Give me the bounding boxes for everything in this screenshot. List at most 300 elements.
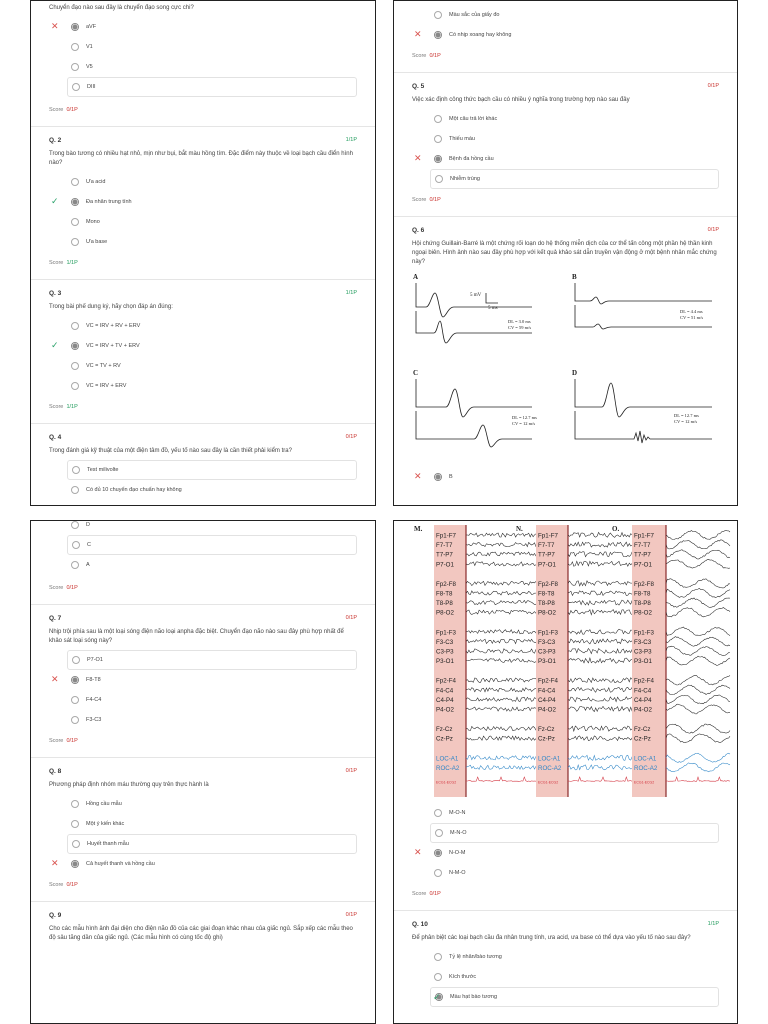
eeg-channel-label: Fz-Cz xyxy=(436,726,453,734)
radio-selected-icon[interactable] xyxy=(71,23,79,31)
eeg-channel-label: C3-P3 xyxy=(538,648,556,656)
d-cv: CV = 12 m/s xyxy=(674,419,698,424)
q10-option-1[interactable] xyxy=(412,947,719,967)
option-label: Ưa base xyxy=(86,239,108,245)
option-label: VC = IRV + RV + ERV xyxy=(86,323,141,329)
b-dl: DL = 4.4 ms xyxy=(680,309,703,314)
eeg-trace xyxy=(666,579,730,588)
eeg-channel-label: Fp1-F3 xyxy=(634,629,654,637)
score-row: Score 1/1P xyxy=(49,404,78,410)
eeg-trace xyxy=(466,736,536,740)
eeg-channel-label: T8-P8 xyxy=(436,600,453,608)
option-label: F8-T8 xyxy=(86,677,101,683)
option-label: Một ý kiến khác xyxy=(86,821,125,827)
score-row: Score 0/1P xyxy=(412,53,441,59)
eeg-trace xyxy=(466,697,536,701)
q5-option-1[interactable] xyxy=(412,109,719,129)
question-10-header: Q. 10 1/1P xyxy=(412,920,719,928)
option-label: Có đủ 10 chuyển đạo chuẩn hay không xyxy=(86,487,182,493)
eeg-channel-label: C4-P4 xyxy=(634,696,652,704)
eeg-channel-label: C3-P3 xyxy=(634,648,652,656)
eeg-channel-label: ECG1-ECG2 xyxy=(634,780,655,785)
option-label: M-N-O xyxy=(450,830,467,836)
eeg-channel-label: F3-C3 xyxy=(634,638,652,646)
question-4-header: Q. 4 0/1P xyxy=(49,433,357,441)
question-6-text: Hội chứng Guillain-Barré là một chứng rối loạn do hệ thống miễn dịch của cơ thể tấn công một phần hệ thần kinh ngoại biên. Hình ảnh nào sau đây phù hợp với kết quả khảo sát dẫn truyền vận động ở một bệnh nhân mắc chứng này? xyxy=(412,241,717,265)
q4-option-4[interactable] xyxy=(412,25,719,45)
eeg-trace xyxy=(568,726,638,731)
trace-b-top xyxy=(575,283,712,304)
q7-option-2[interactable] xyxy=(49,670,357,690)
score-row: Score 0/1P xyxy=(412,197,441,203)
option-label: Kích thước xyxy=(449,974,477,980)
option-label: Một câu trả lời khác xyxy=(449,116,498,122)
eeg-channel-label: P7-O1 xyxy=(436,561,454,569)
divider xyxy=(31,901,375,902)
eeg-trace xyxy=(666,646,730,656)
q8-option-3[interactable] xyxy=(67,834,357,854)
b-cv: CV = 51 m/s xyxy=(680,315,704,320)
radio-icon[interactable] xyxy=(72,83,80,91)
eeg-channel-label: P7-O1 xyxy=(538,561,556,569)
eeg-trace xyxy=(568,639,638,644)
eeg-channel-label: F7-T7 xyxy=(436,542,453,550)
option-label: Huyết thanh mẫu xyxy=(87,841,129,847)
option-label: V1 xyxy=(86,44,93,50)
option-label: Hồng cầu mẫu xyxy=(86,801,122,807)
eeg-channel-label: Fp2-F8 xyxy=(634,580,654,588)
eeg-channel-label: P8-O2 xyxy=(436,609,454,617)
q8-option-1[interactable] xyxy=(49,794,357,814)
eeg-panel-label: M. xyxy=(414,525,423,533)
eeg-channel-label: F3-C3 xyxy=(436,638,454,646)
a-dl: DL = 3.0 ms xyxy=(508,319,531,324)
figure-label-b: B xyxy=(572,273,577,281)
eeg-channel-label: P4-O2 xyxy=(436,706,454,714)
wrong-mark-icon: ✕ xyxy=(414,153,422,163)
score-row: Score 0/1P xyxy=(49,107,78,113)
eeg-channel-label: Fp1-F7 xyxy=(634,532,654,540)
q1-option-v1[interactable] xyxy=(49,37,357,57)
eeg-trace xyxy=(568,561,638,566)
q4-option-1[interactable] xyxy=(67,460,357,480)
divider xyxy=(31,279,375,280)
question-9-text: Cho các mẫu hình ảnh đại diện cho điện não đồ của các giai đoạn khác nhau của giấc ngủ. Sắp xếp các mẫu theo độ sâu tăng dần của giấc ngủ. (Các mẫu hình có cùng tốc độ ghi) xyxy=(49,926,353,941)
nerve-conduction-figure xyxy=(412,271,722,467)
eeg-channel-label: Fp2-F4 xyxy=(634,677,654,685)
option-label: N-O-M xyxy=(449,850,466,856)
radio-icon[interactable] xyxy=(71,218,79,226)
q5-option-4[interactable] xyxy=(430,169,719,189)
radio-selected-icon[interactable] xyxy=(434,31,442,39)
option-label: C xyxy=(87,542,91,548)
radio-icon[interactable] xyxy=(434,953,442,961)
q9-option-2[interactable] xyxy=(430,823,719,843)
q6-option-b[interactable] xyxy=(412,467,719,487)
eeg-trace xyxy=(568,532,638,537)
radio-icon[interactable] xyxy=(71,362,79,370)
eeg-trace xyxy=(466,639,536,643)
q9-option-4[interactable] xyxy=(412,863,719,883)
option-label: VC = IRV + TV + ERV xyxy=(86,343,140,349)
eeg-channel-label: F3-C3 xyxy=(538,638,556,646)
eeg-trace xyxy=(568,736,638,741)
radio-icon[interactable] xyxy=(434,11,442,19)
option-label: F4-C4 xyxy=(86,697,102,703)
eeg-channel-label: F4-C4 xyxy=(436,687,454,695)
question-1-text: Chuyển đạo nào sau đây là chuyển đạo song cực chi? xyxy=(49,5,194,11)
eeg-channel-label: P8-O2 xyxy=(634,609,652,617)
scale-bar-icon xyxy=(486,293,498,303)
wrong-mark-icon: ✕ xyxy=(414,29,422,39)
radio-icon[interactable] xyxy=(434,973,442,981)
eeg-channel-label: LOC-A1 xyxy=(436,755,459,763)
d-dl: DL = 12.7 ms xyxy=(674,413,699,418)
eeg-channel-label: P3-O1 xyxy=(538,658,556,666)
q8-option-4[interactable] xyxy=(49,854,357,874)
check-mark-icon: ✓ xyxy=(51,340,59,350)
divider xyxy=(31,604,375,605)
q6-option-c[interactable] xyxy=(67,535,357,555)
eeg-trace xyxy=(568,777,638,781)
option-label: Bệnh đa hồng cầu xyxy=(449,156,494,162)
option-label: Ưa acid xyxy=(86,179,106,185)
radio-icon[interactable] xyxy=(71,382,79,390)
score-row: Score 0/1P xyxy=(412,891,441,897)
divider xyxy=(31,126,375,127)
eeg-channel-label: LOC-A1 xyxy=(538,755,561,763)
q6-option-d[interactable] xyxy=(49,520,357,535)
eeg-trace xyxy=(666,588,730,597)
score-row: Score 1/1P xyxy=(49,260,78,266)
eeg-trace xyxy=(568,591,638,596)
eeg-channel-label: Fp1-F3 xyxy=(538,629,558,637)
question-2-text: Trong bào tương có nhiều hạt nhỏ, mịn như bụi, bắt màu hồng tím. Đặc điểm này thuộc về loại bạch cầu điển hình nào? xyxy=(49,151,353,166)
eeg-trace xyxy=(568,687,638,692)
radio-icon[interactable] xyxy=(434,115,442,123)
eeg-channel-label: F4-C4 xyxy=(538,687,556,695)
eeg-channel-label: T7-P7 xyxy=(634,551,651,559)
trace-d-top xyxy=(575,379,712,417)
radio-icon[interactable] xyxy=(71,238,79,246)
q2-option-2[interactable] xyxy=(49,192,357,212)
radio-icon[interactable] xyxy=(71,521,79,529)
q10-option-2[interactable] xyxy=(412,967,719,987)
option-label: D xyxy=(86,522,90,528)
q8-option-2[interactable] xyxy=(49,814,357,834)
eeg-trace xyxy=(466,756,536,760)
eeg-channel-label: F4-C4 xyxy=(634,687,652,695)
eeg-channel-label: LOC-A1 xyxy=(634,755,657,763)
radio-selected-icon[interactable] xyxy=(71,198,79,206)
eeg-channel-label: F7-T7 xyxy=(538,542,555,550)
option-label: Mono xyxy=(86,219,100,225)
radio-icon[interactable] xyxy=(71,43,79,51)
divider xyxy=(31,423,375,424)
eeg-trace xyxy=(466,552,536,556)
question-9-header: Q. 9 0/1P xyxy=(49,911,357,919)
eeg-channel-label: Cz-Pz xyxy=(538,735,555,743)
radio-icon[interactable] xyxy=(71,716,79,724)
q2-option-1[interactable] xyxy=(49,172,357,192)
option-label: DIII xyxy=(87,84,96,90)
eeg-channel-label: F7-T7 xyxy=(634,542,651,550)
divider xyxy=(394,72,737,73)
eeg-trace xyxy=(466,777,536,781)
radio-icon[interactable] xyxy=(71,486,79,494)
radio-icon[interactable] xyxy=(435,829,443,837)
eeg-trace xyxy=(666,734,730,743)
eeg-trace xyxy=(466,533,536,537)
c-cv: CV = 12 m/s xyxy=(512,421,536,426)
q5-option-2[interactable] xyxy=(412,129,719,149)
eeg-trace xyxy=(666,704,730,714)
question-10-text: Để phân biệt các loại bạch cầu đa nhân trung tính, ưa acid, ưa base có thể dựa vào yếu tố nào sau đây? xyxy=(412,935,691,941)
eeg-trace xyxy=(466,707,536,711)
wrong-mark-icon: ✕ xyxy=(51,674,59,684)
eeg-trace xyxy=(666,550,730,559)
eeg-channel-label: P3-O1 xyxy=(436,658,454,666)
question-3-text: Trong bài phế dung ký, hãy chọn đáp án đúng: xyxy=(49,304,173,310)
eeg-channel-label: ROC-A2 xyxy=(634,764,658,772)
radio-icon[interactable] xyxy=(434,869,442,877)
option-label: N-M-O xyxy=(449,870,466,876)
eeg-trace xyxy=(666,753,730,762)
eeg-channel-label: ECG1-ECG2 xyxy=(436,780,457,785)
option-label: Có nhịp xoang hay không xyxy=(449,32,512,38)
radio-selected-icon[interactable] xyxy=(434,473,442,481)
q1-option-v5[interactable] xyxy=(49,57,357,77)
radio-selected-icon[interactable] xyxy=(434,155,442,163)
eeg-channel-label: T8-P8 xyxy=(634,600,651,608)
eeg-trace xyxy=(466,765,536,769)
quiz-panel-4 xyxy=(393,520,738,1024)
score-row: Score 0/1P xyxy=(49,882,78,888)
question-7-header: Q. 7 0/1P xyxy=(49,614,357,622)
option-label: M-O-N xyxy=(449,810,466,816)
eeg-channel-label: Fp1-F7 xyxy=(538,532,558,540)
option-label: P7-O1 xyxy=(87,657,103,663)
radio-icon[interactable] xyxy=(72,840,80,848)
q5-option-3[interactable] xyxy=(412,149,719,169)
eeg-trace xyxy=(466,726,536,730)
eeg-trace xyxy=(466,688,536,692)
option-label: V5 xyxy=(86,64,93,70)
eeg-trace xyxy=(466,649,536,653)
eeg-channel-label: T8-P8 xyxy=(538,600,555,608)
q7-option-1[interactable] xyxy=(67,650,357,670)
eeg-trace xyxy=(466,591,536,595)
eeg-trace xyxy=(568,765,638,770)
question-2-header: Q. 2 1/1P xyxy=(49,136,357,144)
radio-icon[interactable] xyxy=(71,561,79,569)
eeg-channel-label: C3-P3 xyxy=(436,648,454,656)
q3-option-4[interactable] xyxy=(49,376,357,396)
q10-option-3[interactable] xyxy=(430,987,719,1007)
check-mark-icon: ✓ xyxy=(433,992,441,1002)
question-6-header: Q. 6 0/1P xyxy=(412,226,719,234)
radio-selected-icon[interactable] xyxy=(71,342,79,350)
eeg-trace xyxy=(666,608,730,617)
radio-icon[interactable] xyxy=(434,809,442,817)
option-label: Tỷ lệ nhân/bào tương xyxy=(449,954,502,960)
eeg-channel-label: F8-T8 xyxy=(538,590,555,598)
divider xyxy=(394,910,737,911)
eeg-channel-label: Fp2-F8 xyxy=(538,580,558,588)
check-mark-icon: ✓ xyxy=(51,196,59,206)
option-label: Test milivolte xyxy=(87,467,119,473)
eeg-channel-label: Cz-Pz xyxy=(634,735,651,743)
eeg-trace xyxy=(568,629,638,634)
divider xyxy=(31,757,375,758)
eeg-trace xyxy=(666,777,730,781)
radio-icon[interactable] xyxy=(71,820,79,828)
q6-option-a[interactable] xyxy=(49,555,357,575)
eeg-channel-label: ROC-A2 xyxy=(538,764,562,772)
question-8-text: Phương pháp định nhóm máu thường quy trên thực hành là xyxy=(49,782,209,788)
eeg-channel-label: P4-O2 xyxy=(538,706,556,714)
question-4-text: Trong đánh giá kỹ thuật của một điện tâm đồ, yếu tố nào sau đây là cần thiết phải kiểm tra? xyxy=(49,448,292,454)
eeg-trace xyxy=(466,659,536,663)
eeg-channel-label: Fp1-F3 xyxy=(436,629,456,637)
option-label: A xyxy=(86,562,90,568)
eeg-panel-label: N. xyxy=(516,525,523,533)
question-5-text: Việc xác định công thức bạch cầu có nhiều ý nghĩa trong trường hợp nào sau đây xyxy=(412,97,630,103)
eeg-trace xyxy=(666,695,730,704)
scale-mv: 5 mV xyxy=(470,293,482,298)
eeg-trace xyxy=(466,600,536,604)
radio-icon[interactable] xyxy=(71,696,79,704)
eeg-trace xyxy=(568,542,638,547)
option-label: Đa nhân trung tính xyxy=(86,199,132,205)
eeg-channel-label: P4-O2 xyxy=(634,706,652,714)
radio-icon[interactable] xyxy=(72,466,80,474)
option-label: B xyxy=(449,474,453,480)
eeg-trace xyxy=(568,600,638,605)
trace-c-top xyxy=(416,379,532,417)
eeg-channel-label: F8-T8 xyxy=(634,590,651,598)
q3-option-2[interactable] xyxy=(49,336,357,356)
eeg-channel-label: C4-P4 xyxy=(538,696,556,704)
eeg-trace xyxy=(666,598,730,607)
figure-label-c: C xyxy=(413,369,419,377)
eeg-trace xyxy=(466,678,536,682)
radio-icon[interactable] xyxy=(71,63,79,71)
q1-option-avf[interactable] xyxy=(49,17,357,37)
radio-icon[interactable] xyxy=(72,656,80,664)
option-label: Nhiễm trùng xyxy=(450,176,480,182)
c-dl: DL = 12.7 ms xyxy=(512,415,537,420)
eeg-channel-label: Fz-Cz xyxy=(634,726,651,734)
eeg-channel-label: F8-T8 xyxy=(436,590,453,598)
radio-icon[interactable] xyxy=(71,322,79,330)
eeg-trace xyxy=(568,755,638,760)
figure-label-d: D xyxy=(572,369,578,377)
eeg-trace xyxy=(666,656,730,665)
eeg-trace xyxy=(666,627,730,636)
radio-selected-icon[interactable] xyxy=(71,860,79,868)
q2-option-3[interactable] xyxy=(49,212,357,232)
q7-option-4[interactable] xyxy=(49,710,357,730)
q4-option-3[interactable] xyxy=(412,5,719,25)
a-cv: CV = 59 m/s xyxy=(508,325,532,330)
eeg-figure xyxy=(394,521,737,803)
q9-option-3[interactable] xyxy=(412,843,719,863)
eeg-channel-label: ROC-A2 xyxy=(436,764,460,772)
question-5-header: Q. 5 0/1P xyxy=(412,82,719,90)
eeg-trace xyxy=(466,542,536,546)
option-label: Màu sắc của giấy đo xyxy=(449,12,500,18)
wrong-mark-icon: ✕ xyxy=(51,21,59,31)
eeg-channel-label: ECG1-ECG2 xyxy=(538,780,559,785)
eeg-channel-label: Cz-Pz xyxy=(436,735,453,743)
q2-option-4[interactable] xyxy=(49,232,357,252)
eeg-trace xyxy=(666,676,730,686)
radio-selected-icon[interactable] xyxy=(434,849,442,857)
option-label: Thiếu máu xyxy=(449,136,475,142)
eeg-channel-label: Fp2-F4 xyxy=(538,677,558,685)
eeg-trace xyxy=(568,697,638,702)
eeg-trace xyxy=(666,724,730,733)
q4-option-2[interactable] xyxy=(49,480,357,500)
eeg-trace xyxy=(666,685,730,695)
eeg-channel-label: Fp1-F7 xyxy=(436,532,456,540)
radio-icon[interactable] xyxy=(72,541,80,549)
eeg-trace xyxy=(666,531,730,540)
score-row: Score 0/1P xyxy=(49,585,78,591)
radio-icon[interactable] xyxy=(71,800,79,808)
option-label: VC = TV + RV xyxy=(86,363,121,369)
eeg-trace xyxy=(666,540,730,549)
eeg-trace xyxy=(666,637,730,647)
eeg-trace xyxy=(666,763,730,772)
question-7-text: Nhịp trội phía sau là một loại sóng điện não loại anpha đặc biệt. Chuyển đạo não nào sau đây phù hợp nhất để khảo sát loại sóng này? xyxy=(49,629,344,644)
q3-option-3[interactable] xyxy=(49,356,357,376)
eeg-channel-label: T7-P7 xyxy=(436,551,453,559)
wrong-mark-icon: ✕ xyxy=(414,847,422,857)
wrong-mark-icon: ✕ xyxy=(414,471,422,481)
eeg-channel-label: Fz-Cz xyxy=(538,726,555,734)
quiz-panel-3 xyxy=(30,520,376,1024)
eeg-trace xyxy=(466,610,536,614)
eeg-trace xyxy=(666,559,730,568)
trace-a-top xyxy=(416,283,532,317)
q3-option-1[interactable] xyxy=(49,316,357,336)
quiz-panel-2 xyxy=(393,0,738,506)
score-row: Score 0/1P xyxy=(49,738,78,744)
eeg-trace xyxy=(568,678,638,683)
option-label: Cả huyết thanh và hồng cầu xyxy=(86,861,155,867)
eeg-channel-label: P7-O1 xyxy=(634,561,652,569)
eeg-trace xyxy=(568,658,638,663)
eeg-channel-label: T7-P7 xyxy=(538,551,555,559)
radio-icon[interactable] xyxy=(435,175,443,183)
radio-icon[interactable] xyxy=(71,178,79,186)
eeg-channel-label: Fp2-F8 xyxy=(436,580,456,588)
quiz-panel-1 xyxy=(30,0,376,506)
q7-option-3[interactable] xyxy=(49,690,357,710)
eeg-trace xyxy=(568,610,638,615)
eeg-trace xyxy=(466,630,536,634)
option-label: VC = IRV + ERV xyxy=(86,383,127,389)
question-8-header: Q. 8 0/1P xyxy=(49,767,357,775)
q1-option-diii[interactable] xyxy=(67,77,357,97)
q9-option-1[interactable] xyxy=(412,803,719,823)
option-label: Màu hạt bào tương xyxy=(450,994,498,1000)
radio-selected-icon[interactable] xyxy=(71,676,79,684)
eeg-channel-label: Fp2-F4 xyxy=(436,677,456,685)
radio-icon[interactable] xyxy=(434,135,442,143)
